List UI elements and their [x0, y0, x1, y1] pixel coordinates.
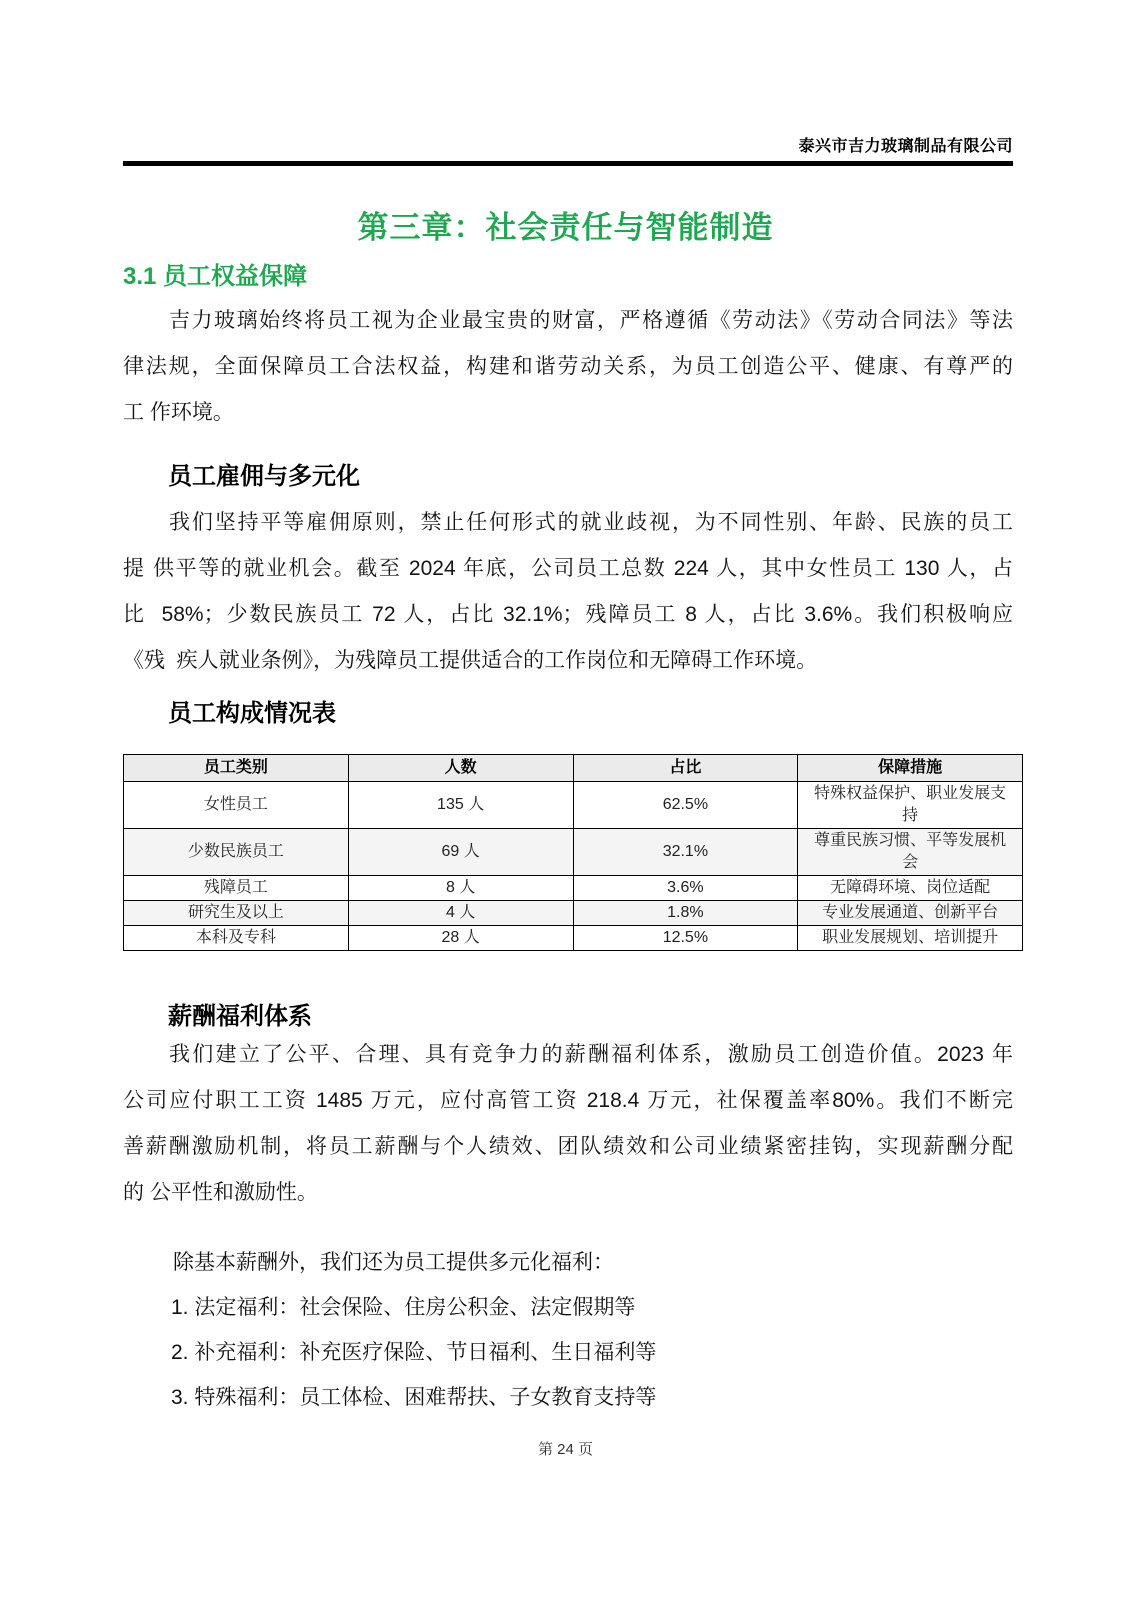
benefits-list [171, 1285, 1013, 1420]
cell-count: 28 人 [348, 926, 573, 951]
cell-measures: 尊重民族习惯、平等发展机会 [798, 829, 1023, 876]
benefit-item: 3. 特殊福利：员工体检、困难帮扶、子女教育支持等 [171, 1386, 657, 1409]
cell-category: 残障员工 [124, 876, 349, 901]
paragraph-line: 提 供平等的就业机会。截至 2024 年底，公司员工总数 224 人，其中女性员工 130 人，占 [123, 557, 1013, 580]
cell-ratio: 32.1% [573, 829, 798, 876]
header-company-name: 泰兴市吉力玻璃制品有限公司 [798, 138, 1013, 155]
header-rule [123, 161, 1013, 166]
section-heading: 3.1 员工权益保障 [123, 263, 308, 290]
table-row [124, 829, 1023, 876]
paragraph-line: 工 作环境。 [123, 401, 234, 424]
cell-measures: 特殊权益保护、职业发展支持 [798, 782, 1023, 829]
paragraph-line: 比 58%；少数民族员工 72 人，占比 32.1%；残障员工 8 人，占比 3.6%。我们积极响应 [123, 603, 1013, 626]
chapter-title: 第三章：社会责任与智能制造 [357, 210, 774, 245]
cell-count: 8 人 [348, 876, 573, 901]
cell-ratio: 12.5% [573, 926, 798, 951]
subsection-heading-compensation: 薪酬福利体系 [168, 1003, 312, 1030]
paragraph-line: 我们建立了公平、合理、具有竞争力的薪酬福利体系，激励员工创造价值。2023 年 [169, 1043, 1013, 1066]
intro-paragraph [123, 298, 1013, 436]
column-header-category: 员工类别 [124, 755, 349, 782]
cell-measures: 专业发展通道、创新平台 [798, 901, 1023, 926]
cell-measures: 无障碍环境、岗位适配 [798, 876, 1023, 901]
paragraph-line: 《残 疾人就业条例》，为残障员工提供适合的工作岗位和无障碍工作环境。 [123, 649, 818, 672]
cell-ratio: 62.5% [573, 782, 798, 829]
subsection-heading-employment: 员工雇佣与多元化 [168, 463, 360, 490]
benefits-intro: 除基本薪酬外，我们还为员工提供多元化福利： [173, 1251, 614, 1274]
column-header-count: 人数 [348, 755, 573, 782]
cell-count: 4 人 [348, 901, 573, 926]
benefit-item: 1. 法定福利：社会保险、住房公积金、法定假期等 [171, 1296, 636, 1319]
paragraph-line: 吉力玻璃始终将员工视为企业最宝贵的财富，严格遵循《劳动法》《劳动合同法》等法 [169, 309, 1013, 332]
column-header-measures: 保障措施 [798, 755, 1023, 782]
employee-composition-table [123, 754, 1023, 951]
benefit-item: 2. 补充福利：补充医疗保险、节日福利、生日福利等 [171, 1341, 657, 1364]
table-row [124, 876, 1023, 901]
table-row [124, 782, 1023, 829]
paragraph-line: 我们坚持平等雇佣原则，禁止任何形式的就业歧视，为不同性别、年龄、民族的员工 [169, 511, 1013, 534]
table-header-row [124, 755, 1023, 782]
cell-category: 研究生及以上 [124, 901, 349, 926]
column-header-ratio: 占比 [573, 755, 798, 782]
cell-count: 69 人 [348, 829, 573, 876]
cell-ratio: 1.8% [573, 901, 798, 926]
cell-category: 本科及专科 [124, 926, 349, 951]
table-row [124, 901, 1023, 926]
table-title: 员工构成情况表 [168, 700, 336, 727]
paragraph-line: 的 公平性和激励性。 [123, 1181, 318, 1204]
paragraph-line: 律法规，全面保障员工合法权益，构建和谐劳动关系，为员工创造公平、健康、有尊严的 [123, 355, 1013, 378]
employment-paragraph [123, 500, 1013, 684]
cell-category: 女性员工 [124, 782, 349, 829]
compensation-paragraph [123, 1032, 1013, 1216]
cell-measures: 职业发展规划、培训提升 [798, 926, 1023, 951]
paragraph-line: 善薪酬激励机制，将员工薪酬与个人绩效、团队绩效和公司业绩紧密挂钩，实现薪酬分配 [123, 1135, 1013, 1158]
cell-ratio: 3.6% [573, 876, 798, 901]
page-number: 第 24 页 [537, 1441, 594, 1458]
cell-category: 少数民族员工 [124, 829, 349, 876]
table-row [124, 926, 1023, 951]
paragraph-line: 公司应付职工工资 1485 万元，应付高管工资 218.4 万元，社保覆盖率80%。我们不断完 [123, 1089, 1013, 1112]
cell-count: 135 人 [348, 782, 573, 829]
